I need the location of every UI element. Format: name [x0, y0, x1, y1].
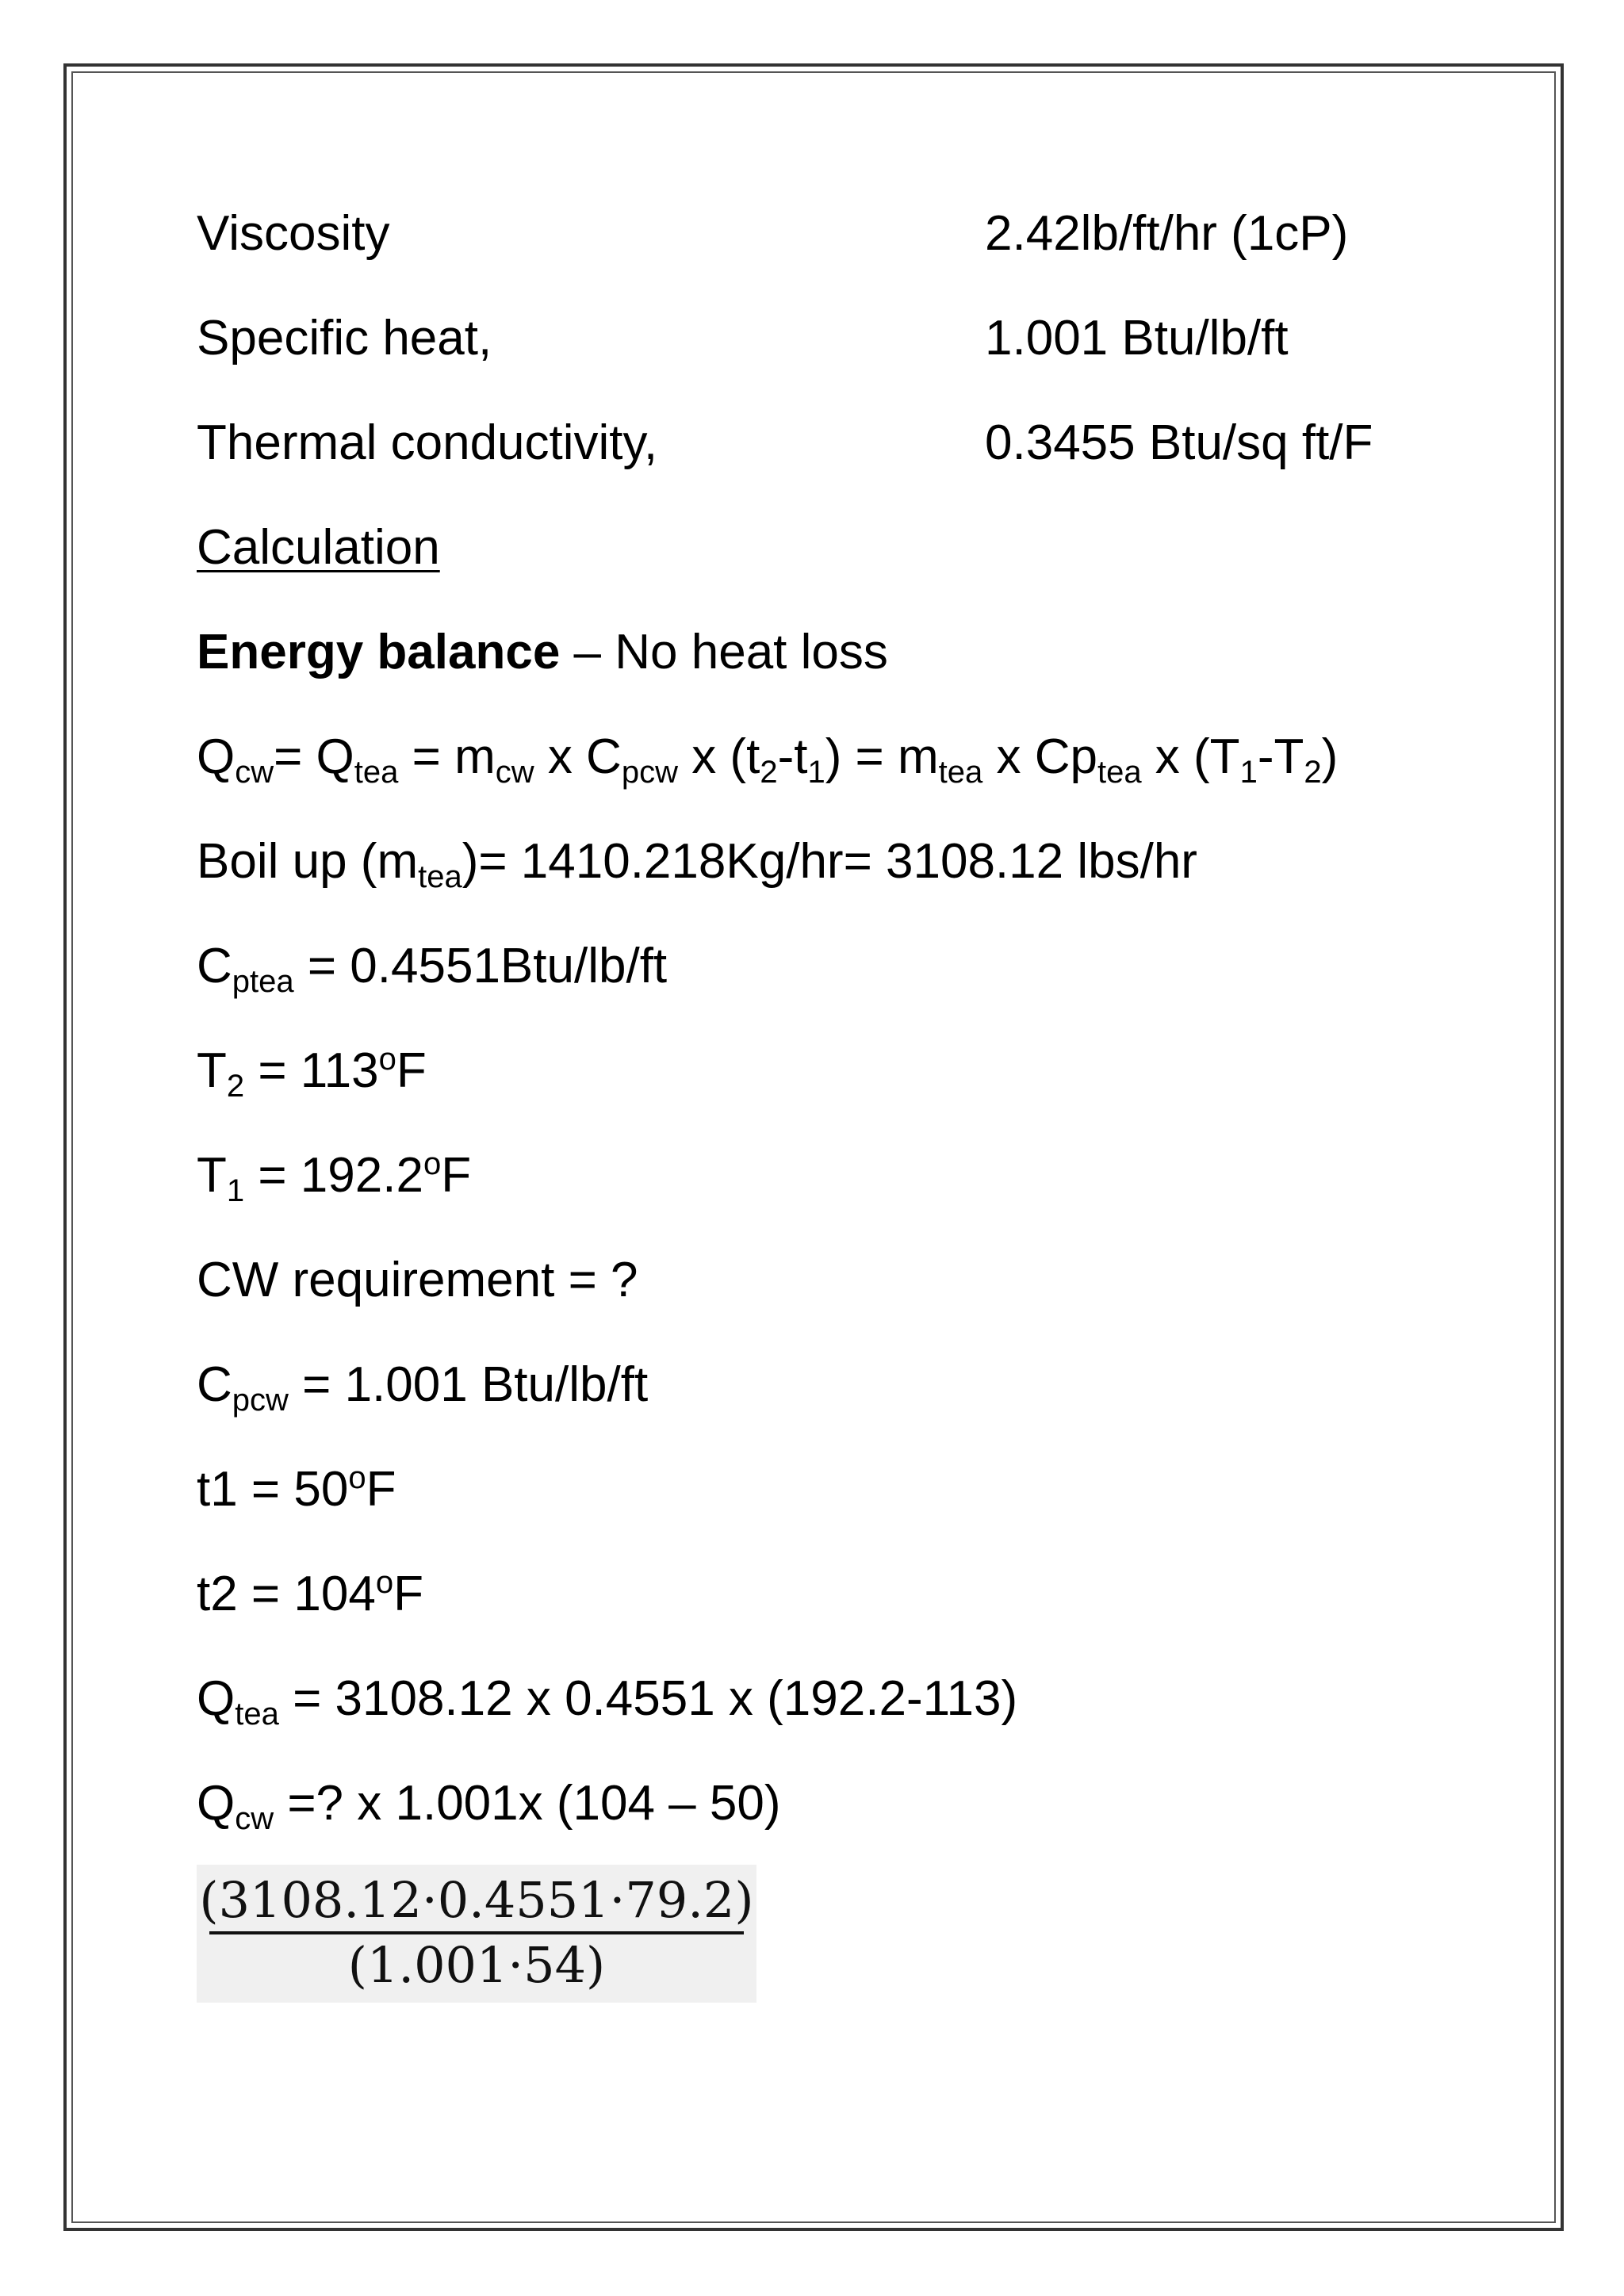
cp-cw-subscript: pcw: [232, 1383, 289, 1418]
degree-superscript: o: [378, 1042, 396, 1077]
eq-term: x (t: [677, 729, 760, 784]
cp-cw-symbol: C: [197, 1357, 232, 1412]
boil-up-value: )= 1410.218Kg/hr= 3108.12 lbs/hr: [462, 834, 1197, 889]
boil-up-line: [197, 832, 1197, 894]
eq-term: Q: [197, 729, 236, 784]
cw-requirement-line: CW requirement = ?: [197, 1253, 638, 1307]
eq-term: ) = m: [825, 729, 939, 784]
property-label-thermal-conductivity: Thermal conductivity,: [197, 415, 658, 470]
property-value-thermal-conductivity: 0.3455 Btu/sq ft/F: [985, 415, 1373, 470]
eq-subscript: tea: [938, 755, 983, 790]
q-tea-symbol: Q: [197, 1671, 236, 1726]
fraction-numerator: (3108.12·0.4551·79.2): [199, 1871, 754, 1929]
eq-term: = m: [398, 729, 496, 784]
degree-superscript: o: [423, 1146, 442, 1181]
q-cw-expression: =? x 1.001x (104 – 50): [274, 1776, 781, 1831]
q-cw-subscript: cw: [235, 1801, 274, 1836]
energy-balance-rest: – No heat loss: [560, 625, 888, 679]
eq-subscript: tea: [1097, 755, 1142, 790]
eq-term: x C: [534, 729, 622, 784]
eq-term: x (T: [1141, 729, 1240, 784]
property-value-viscosity: 2.42lb/ft/hr (1cP): [985, 206, 1349, 261]
property-label-specific-heat: Specific heat,: [197, 311, 492, 365]
property-value-specific-heat: 1.001 Btu/lb/ft: [985, 311, 1289, 365]
boil-up-text: Boil up (m: [197, 834, 419, 889]
unit-f: F: [441, 1148, 472, 1203]
cp-tea-subscript: ptea: [232, 964, 294, 999]
eq-term: -T: [1257, 729, 1304, 784]
t1-upper-subscript: 1: [226, 1173, 245, 1208]
calculation-heading: [197, 519, 440, 577]
q-cw-line: [197, 1774, 781, 1836]
degree-superscript: o: [348, 1460, 366, 1495]
cp-tea-line: [197, 937, 668, 999]
eq-subscript: 2: [1304, 755, 1322, 790]
q-tea-expression: = 3108.12 x 0.4551 x (192.2-113): [278, 1671, 1018, 1726]
fraction-denominator: (1.001·54): [347, 1936, 606, 1994]
t1-lower-line: [197, 1460, 396, 1519]
eq-term: x Cp: [982, 729, 1097, 784]
q-tea-subscript: tea: [235, 1697, 279, 1732]
eq-subscript: 1: [807, 755, 825, 790]
t1-upper-value: = 192.2: [244, 1148, 423, 1203]
property-label-viscosity: Viscosity: [197, 206, 390, 261]
t2-upper-symbol: T: [197, 1043, 227, 1098]
degree-superscript: o: [375, 1565, 394, 1600]
fraction-bar: [209, 1931, 744, 1934]
t2-upper-line: [197, 1042, 427, 1104]
unit-f: F: [393, 1567, 423, 1621]
eq-subscript: tea: [354, 755, 399, 790]
unit-f: F: [366, 1462, 396, 1517]
eq-term: ): [1321, 729, 1339, 784]
unit-f: F: [396, 1043, 427, 1098]
t1-lower-value: t1 = 50: [197, 1462, 349, 1517]
eq-term: -t: [777, 729, 808, 784]
cp-tea-symbol: C: [197, 939, 232, 993]
cp-cw-line: [197, 1356, 649, 1418]
q-tea-line: [197, 1670, 1018, 1732]
q-cw-symbol: Q: [197, 1776, 236, 1831]
t1-upper-line: [197, 1146, 472, 1208]
energy-balance-bold: Energy balance: [197, 625, 561, 679]
boil-up-subscript: tea: [418, 859, 462, 894]
eq-term: = Q: [274, 729, 354, 784]
t2-lower-line: [197, 1565, 423, 1624]
cp-tea-value: = 0.4551Btu/lb/ft: [293, 939, 668, 993]
eq-subscript: 1: [1239, 755, 1258, 790]
eq-subscript: pcw: [621, 755, 678, 790]
eq-subscript: 2: [760, 755, 778, 790]
t2-upper-value: = 113: [244, 1043, 379, 1098]
cp-cw-value: = 1.001 Btu/lb/ft: [288, 1357, 649, 1412]
eq-subscript: cw: [235, 755, 274, 790]
t1-upper-symbol: T: [197, 1148, 227, 1203]
t2-upper-subscript: 2: [226, 1069, 245, 1104]
t2-lower-value: t2 = 104: [197, 1567, 376, 1621]
fraction-formula: [197, 1865, 756, 2003]
eq-subscript: cw: [495, 755, 534, 790]
energy-balance-line: [197, 623, 888, 682]
calculation-heading-text: Calculation: [197, 520, 440, 575]
energy-balance-equation: [197, 728, 1339, 790]
